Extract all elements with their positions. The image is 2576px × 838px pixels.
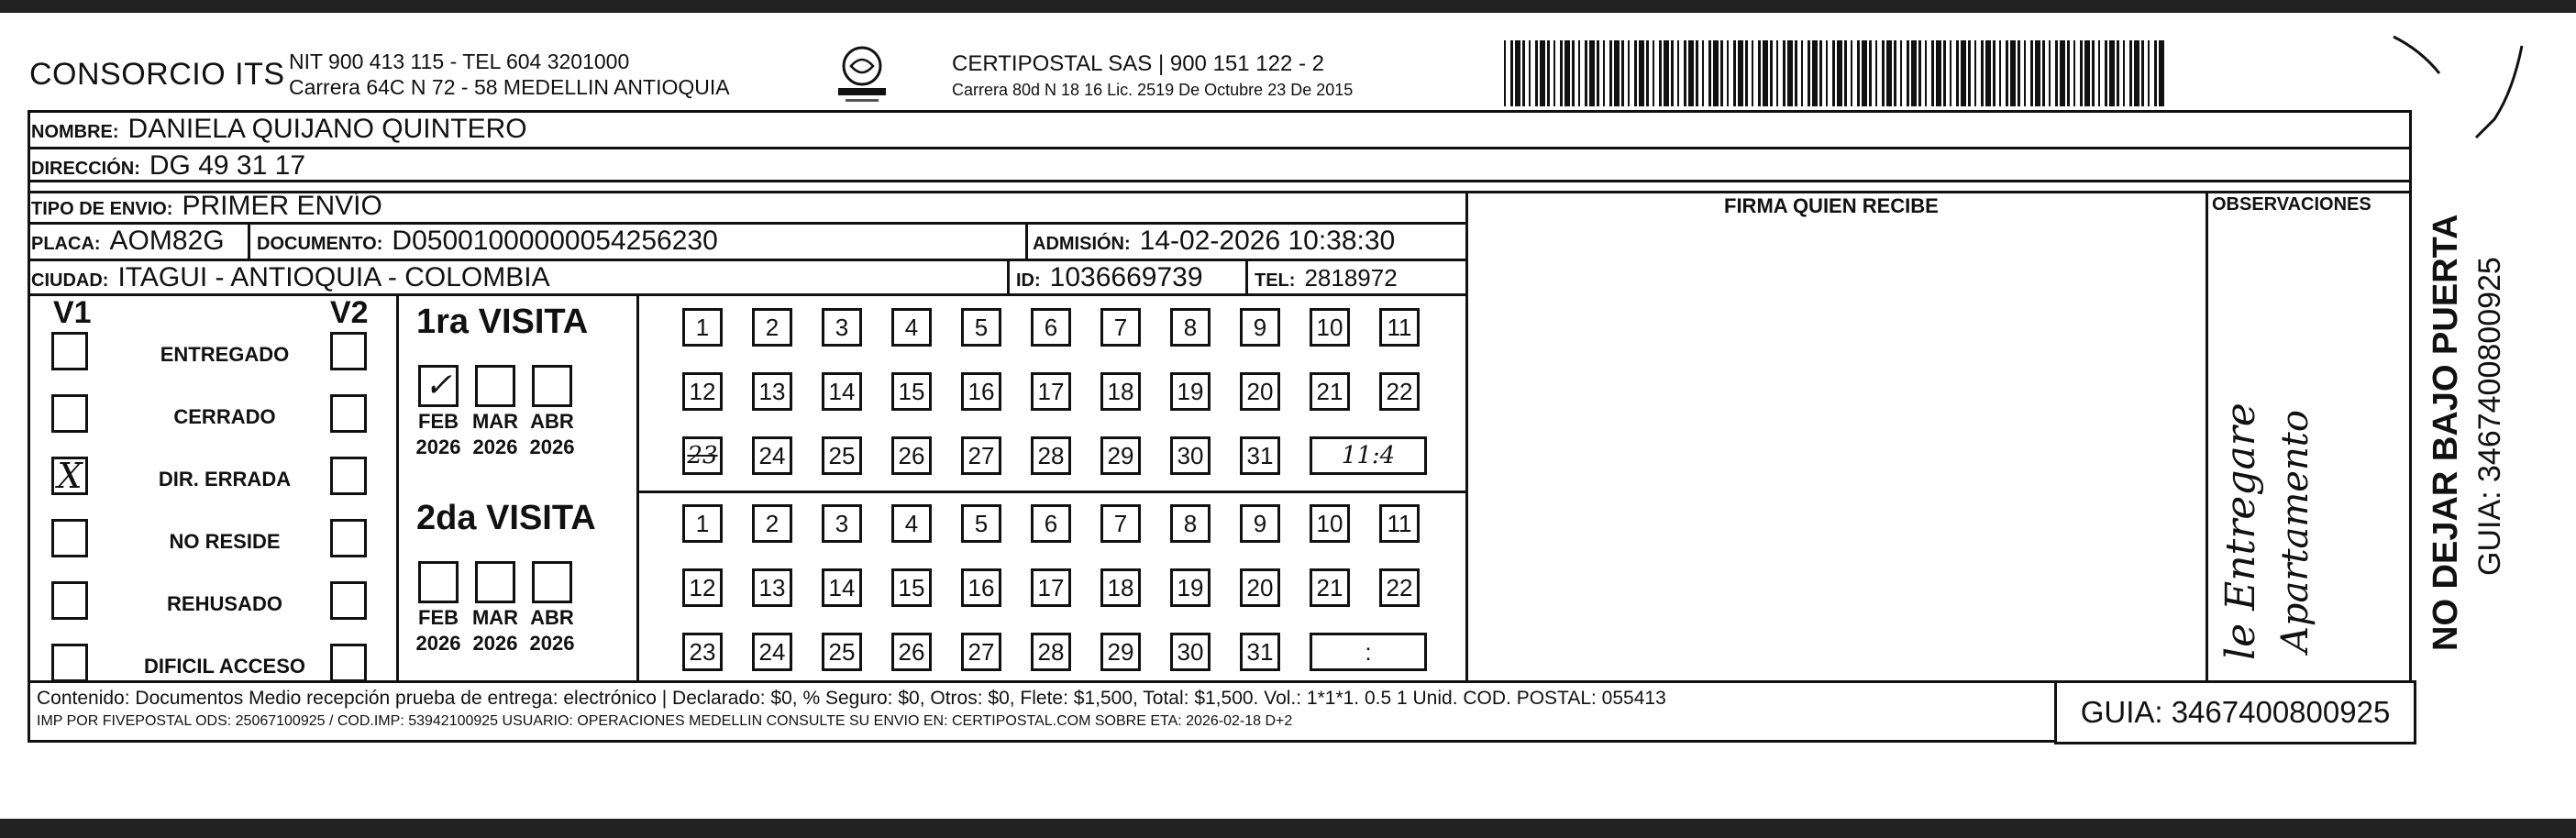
tel-value: 2818972 [1304, 264, 1398, 292]
barcode-bar [1783, 40, 1786, 106]
month-checkbox[interactable] [418, 561, 459, 603]
day-box[interactable]: 22 [1379, 568, 1420, 607]
barcode-bar [1510, 40, 1513, 106]
day-box[interactable]: 28 [1031, 436, 1071, 475]
day-box[interactable]: 19 [1170, 568, 1211, 607]
barcode-bar [2060, 40, 2065, 106]
day-box[interactable]: 3 [822, 308, 862, 347]
barcode-bar [1943, 40, 1946, 106]
observations-divider [2206, 191, 2208, 680]
barcode-bar [1968, 40, 1971, 106]
month-label [468, 409, 523, 460]
month-label [525, 409, 580, 460]
month-checkbox[interactable] [418, 365, 459, 407]
barcode-bar [1585, 40, 1587, 106]
v2-checkbox[interactable] [330, 394, 367, 433]
month-checkbox[interactable] [532, 365, 572, 407]
barcode-bar [2117, 40, 2119, 106]
status-option-label: ENTREGADO [160, 343, 290, 366]
v2-checkbox[interactable] [330, 644, 367, 682]
barcode-bar [1900, 40, 1902, 106]
day-box[interactable]: 13 [752, 372, 792, 411]
barcode-bar [2073, 40, 2075, 106]
barcode-bar [1738, 40, 1743, 106]
month-label [411, 605, 466, 656]
day-box[interactable]: 12 [682, 568, 723, 607]
barcode-bar [2042, 40, 2045, 106]
barcode-bar [1609, 40, 1612, 106]
visit-title: 2da VISITA [416, 499, 596, 537]
barcode-bar [1720, 40, 1723, 106]
month-checkbox[interactable] [532, 561, 572, 603]
barcode-bar [1708, 40, 1711, 106]
v1-checkbox[interactable] [51, 581, 88, 620]
barcode-bar [1646, 40, 1649, 106]
time-box[interactable]: : [1310, 633, 1427, 671]
id-value: 1036669739 [1049, 262, 1203, 292]
row-divider [28, 180, 2412, 182]
barcode-bar [1956, 40, 1959, 106]
day-box[interactable]: 27 [961, 436, 1001, 475]
signature-title: FIRMA QUIEN RECIBE [1724, 194, 1939, 217]
barcode-bar [1671, 40, 1674, 106]
day-box[interactable]: 14 [822, 372, 862, 411]
month-year: 2026 [415, 632, 461, 655]
barcode-bar [1564, 40, 1570, 106]
barcode-bar [2134, 40, 2139, 106]
tel-field [1255, 264, 1398, 292]
placa-value: AOM82G [109, 226, 225, 256]
barcode-bar [1752, 40, 1753, 106]
barcode-bar [1504, 40, 1506, 106]
barcode-bar [2024, 40, 2026, 106]
status-option-label: NO RESIDE [169, 530, 281, 553]
barcode-bar [1770, 40, 1773, 106]
v2-header: V2 [330, 295, 369, 330]
day-box[interactable]: 25 [822, 633, 862, 671]
month-year: 2026 [529, 436, 575, 458]
day-box[interactable]: 22 [1379, 372, 1420, 411]
footer-print-line: IMP POR FIVEPOSTAL ODS: 25067100925 / COD.IMP: 53942100925 USUARIO: OPERACIONES MEDELLIN CONSULTE SU ENVIO EN: CERTIPOSTAL.COM SOBRE ETA: 2026-02-18 D+2 [37, 713, 1293, 729]
barcode-bar [1664, 40, 1669, 106]
tipo-label: TIPO DE ENVIO: [31, 199, 173, 219]
v1-checkbox[interactable] [51, 394, 88, 433]
observations-handwriting-1: le Entregare [2217, 402, 2264, 660]
month-checkbox[interactable] [475, 365, 515, 407]
day-box[interactable]: 10 [1310, 504, 1350, 543]
side-guia-number: GUIA: 3467400800925 [2472, 257, 2507, 576]
v1-checkbox[interactable] [51, 332, 88, 370]
scan-edge-bottom [0, 819, 2576, 838]
barcode-bar [1578, 40, 1580, 106]
barcode-bar [1560, 40, 1563, 106]
day-box[interactable]: 9 [1240, 504, 1280, 543]
barcode-bar [1621, 40, 1624, 106]
day-box[interactable]: 11 [1379, 308, 1420, 347]
barcode-bar [1857, 40, 1860, 106]
day-box[interactable]: 23 [682, 436, 723, 475]
direccion-field [31, 150, 305, 182]
barcode-bar [2010, 40, 2016, 106]
barcode-bar [1628, 40, 1630, 106]
barcode-bar [1936, 40, 1941, 106]
nombre-value: DANIELA QUIJANO QUINTERO [127, 114, 527, 144]
company-nit: NIT 900 413 115 - TEL 604 3201000 [289, 50, 630, 73]
id-field [1016, 262, 1203, 293]
barcode-bar [2055, 40, 2058, 106]
barcode-bar [1931, 40, 1934, 106]
barcode-bar [1540, 40, 1545, 106]
id-label: ID: [1016, 270, 1041, 291]
barcode-bar [1597, 40, 1599, 106]
day-box[interactable]: 12 [682, 372, 723, 411]
day-box[interactable]: 7 [1100, 308, 1141, 347]
day-box[interactable]: 16 [961, 568, 1001, 607]
barcode-bar [1614, 40, 1620, 106]
barcode-bar [1869, 40, 1872, 106]
barcode [1504, 40, 2164, 106]
month-checkbox[interactable] [475, 561, 515, 603]
month-label [468, 605, 523, 656]
barcode-bar [1886, 40, 1892, 106]
check-mark: X [57, 456, 83, 496]
courier-name: CERTIPOSTAL SAS | 900 151 122 - 2 [952, 51, 1324, 76]
day-box[interactable]: 2 [752, 504, 792, 543]
day-box[interactable]: 5 [961, 504, 1001, 543]
placa-label: PLACA: [31, 234, 101, 254]
day-box[interactable]: 3 [822, 504, 862, 543]
month-label [525, 605, 580, 656]
v1-checkbox[interactable] [51, 519, 88, 557]
day-box[interactable]: 19 [1170, 372, 1211, 411]
documento-value: D05001000000054256230 [392, 226, 718, 256]
barcode-bar [1985, 40, 1991, 106]
barcode-bar [1862, 40, 1867, 106]
tipo-value: PRIMER ENVÍO [182, 191, 382, 221]
tick-mark: ✓ [424, 367, 453, 404]
barcode-bar [1529, 40, 1531, 106]
barcode-bar [1894, 40, 1896, 106]
barcode-bar [1758, 40, 1761, 106]
barcode-bar [1572, 40, 1575, 106]
no-dejar-warning: NO DEJAR BAJO PUERTA [2427, 214, 2465, 651]
day-box[interactable]: 6 [1031, 308, 1071, 347]
month-year: 2026 [472, 436, 518, 458]
day-box[interactable]: 20 [1240, 372, 1280, 411]
barcode-bar [1832, 40, 1835, 106]
barcode-bar [1535, 40, 1538, 106]
month-name: ABR [530, 410, 574, 433]
barcode-bar [2141, 40, 2144, 106]
v1-checkbox[interactable] [51, 457, 88, 495]
direccion-value: DG 49 31 17 [149, 150, 306, 181]
barcode-bar [1808, 40, 1810, 106]
barcode-bar [1733, 40, 1736, 106]
placa-field [31, 226, 225, 257]
v2-checkbox[interactable] [330, 332, 367, 370]
v2-checkbox[interactable] [330, 581, 367, 620]
documento-field [257, 226, 718, 257]
barcode-bar [1993, 40, 1996, 106]
barcode-bar [1882, 40, 1885, 106]
barcode-bar [2098, 40, 2100, 106]
row-divider [28, 259, 1465, 261]
barcode-bar [1515, 40, 1520, 106]
barcode-bar [1522, 40, 1525, 106]
barcode-bar [1875, 40, 1877, 106]
month-year: 2026 [529, 632, 575, 655]
barcode-bar [1688, 40, 1694, 106]
documento-label: DOCUMENTO: [257, 234, 383, 254]
row-divider [28, 222, 1465, 225]
footer-content-line: Contenido: Documentos Medio recepción prueba de entrega: electrónico | Declarado: $0, % Seguro: $0, Otros: $0, Flete: $1,500, Total: $1,500. Vol.: 1*1*1. 0.5 1 Unid. COD. POSTAL: 055413 [37, 688, 1666, 709]
barcode-bar [1763, 40, 1768, 106]
day-box[interactable]: 26 [891, 436, 932, 475]
day-box[interactable]: 15 [891, 372, 932, 411]
signature-divider [1465, 191, 1468, 680]
barcode-bar [2109, 40, 2115, 106]
day-box[interactable]: 10 [1310, 308, 1350, 347]
day-box[interactable]: 4 [891, 308, 932, 347]
barcode-bar [1634, 40, 1637, 106]
barcode-bar [2049, 40, 2051, 106]
cell-divider [1245, 261, 1248, 293]
barcode-bar [1961, 40, 1966, 106]
status-option-label: DIR. ERRADA [158, 468, 292, 491]
day-box[interactable]: 8 [1170, 504, 1211, 543]
company-address: Carrera 64C N 72 - 58 MEDELLIN ANTIOQUIA [289, 75, 730, 99]
barcode-bar [1553, 40, 1555, 106]
barcode-bar [2035, 40, 2040, 106]
day-box[interactable]: 27 [961, 633, 1001, 671]
visits-panel [398, 295, 1462, 680]
ciudad-label: CIUDAD: [31, 270, 109, 291]
day-box[interactable]: 28 [1031, 633, 1071, 671]
barcode-bar [2129, 40, 2132, 106]
day-box[interactable]: 29 [1100, 633, 1141, 671]
v2-checkbox[interactable] [330, 457, 367, 495]
admision-label: ADMISIÓN: [1033, 234, 1131, 254]
barcode-bar [2123, 40, 2125, 106]
status-checklist [37, 332, 394, 680]
barcode-bar [1907, 40, 1909, 106]
month-name: FEB [418, 606, 459, 629]
barcode-bar [2154, 40, 2157, 106]
barcode-bar [1659, 40, 1662, 106]
day-box[interactable]: 17 [1031, 568, 1071, 607]
ciudad-field [31, 262, 550, 293]
day-box[interactable]: 20 [1240, 568, 1280, 607]
barcode-bar [2159, 40, 2164, 106]
day-box[interactable]: 21 [1310, 568, 1350, 607]
barcode-bar [1911, 40, 1917, 106]
barcode-bar [1639, 40, 1644, 106]
barcode-bar [1837, 40, 1842, 106]
day-box[interactable]: 16 [961, 372, 1001, 411]
row-divider [28, 191, 2412, 193]
month-year: 2026 [472, 632, 518, 655]
nombre-field [31, 114, 527, 145]
day-box[interactable]: 6 [1031, 504, 1071, 543]
time-box[interactable]: 11:4 [1310, 436, 1427, 475]
barcode-bar [1727, 40, 1729, 106]
barcode-bar [2080, 40, 2083, 106]
barcode-bar [1801, 40, 1803, 106]
direccion-label: DIRECCIÓN: [31, 159, 140, 179]
status-option-label: DIFICIL ACCESO [143, 655, 305, 678]
row-divider [28, 147, 2412, 149]
barcode-bar [1844, 40, 1847, 106]
barcode-bar [1702, 40, 1704, 106]
day-box[interactable]: 26 [891, 633, 932, 671]
barcode-bar [1745, 40, 1748, 106]
barcode-bar [1826, 40, 1828, 106]
barcode-bar [1684, 40, 1686, 106]
company-name: CONSORCIO ITS [29, 57, 285, 92]
status-option-label: REHUSADO [167, 592, 282, 615]
day-box[interactable]: 17 [1031, 372, 1071, 411]
day-box[interactable]: 11 [1379, 504, 1420, 543]
barcode-bar [1589, 40, 1595, 106]
day-box[interactable]: 18 [1100, 568, 1141, 607]
day-box[interactable]: 1 [682, 504, 723, 543]
barcode-bar [1950, 40, 1951, 106]
barcode-bar [1981, 40, 1984, 106]
barcode-bar [2084, 40, 2090, 106]
cell-divider [1007, 261, 1010, 293]
barcode-bar [2105, 40, 2107, 106]
v2-checkbox[interactable] [330, 519, 367, 557]
admision-field [1033, 226, 1395, 257]
month-name: ABR [530, 606, 574, 629]
day-box[interactable]: 9 [1240, 308, 1280, 347]
observations-title: OBSERVACIONES [2212, 194, 2371, 215]
observations-handwriting-2: Apartamento [2274, 410, 2316, 653]
ciudad-value: ITAGUI - ANTIOQUIA - COLOMBIA [117, 262, 550, 292]
barcode-bar [1851, 40, 1852, 106]
cell-divider [248, 225, 250, 259]
day-box[interactable]: 23 [682, 633, 723, 671]
day-box[interactable]: 7 [1100, 504, 1141, 543]
status-option-label: CERRADO [173, 405, 276, 428]
barcode-bar [1819, 40, 1822, 106]
guia-number-box: GUIA: 3467400800925 [2054, 680, 2416, 744]
day-box[interactable]: 2 [752, 308, 792, 347]
barcode-bar [2067, 40, 2070, 106]
day-box[interactable]: 21 [1310, 372, 1350, 411]
barcode-bar [1795, 40, 1797, 106]
day-box[interactable]: 24 [752, 633, 792, 671]
month-label [411, 409, 466, 460]
barcode-bar [2018, 40, 2020, 106]
tel-label: TEL: [1255, 270, 1296, 291]
barcode-bar [2092, 40, 2095, 106]
day-box[interactable]: 18 [1100, 372, 1141, 411]
day-box[interactable]: 13 [752, 568, 792, 607]
v1-checkbox[interactable] [51, 644, 88, 682]
barcode-bar [1677, 40, 1679, 106]
day-box[interactable]: 15 [891, 568, 932, 607]
cell-divider [1025, 225, 1028, 259]
month-year: 2026 [415, 436, 461, 458]
v1-header: V1 [53, 295, 92, 330]
barcode-bar [1999, 40, 2001, 106]
day-box[interactable]: 8 [1170, 308, 1211, 347]
barcode-bar [1776, 40, 1778, 106]
barcode-bar [1603, 40, 1605, 106]
day-box[interactable]: 30 [1170, 436, 1211, 475]
courier-address: Carrera 80d N 18 16 Lic. 2519 De Octubre 23 De 2015 [952, 81, 1354, 99]
barcode-bar [2030, 40, 2033, 106]
barcode-bar [1547, 40, 1550, 106]
courier-logo [825, 44, 899, 108]
day-box[interactable]: 30 [1170, 633, 1211, 671]
scan-edge-top [0, 0, 2576, 13]
barcode-bar [2006, 40, 2008, 106]
day-box[interactable]: 25 [822, 436, 862, 475]
day-box[interactable]: 24 [752, 436, 792, 475]
barcode-bar [1787, 40, 1793, 106]
day-box[interactable]: 4 [891, 504, 932, 543]
month-name: MAR [471, 410, 519, 433]
visit-title: 1ra VISITA [416, 303, 589, 341]
day-box[interactable]: 14 [822, 568, 862, 607]
barcode-bar [2148, 40, 2150, 106]
barcode-bar [1713, 40, 1719, 106]
day-box[interactable]: 31 [1240, 436, 1280, 475]
barcode-bar [1925, 40, 1927, 106]
day-box[interactable]: 5 [961, 308, 1001, 347]
day-box[interactable]: 29 [1100, 436, 1141, 475]
nombre-label: NOMBRE: [31, 122, 119, 142]
barcode-bar [1918, 40, 1921, 106]
month-name: FEB [418, 410, 459, 433]
pen-stroke-mark [2384, 18, 2568, 156]
day-box[interactable]: 1 [682, 308, 723, 347]
barcode-bar [1974, 40, 1976, 106]
barcode-bar [1653, 40, 1654, 106]
barcode-bar [1812, 40, 1818, 106]
day-box[interactable]: 31 [1240, 633, 1280, 671]
tipo-field [31, 191, 382, 222]
barcode-bar [1696, 40, 1698, 106]
month-name: MAR [471, 606, 519, 629]
admision-value: 14-02-2026 10:38:30 [1139, 226, 1396, 256]
